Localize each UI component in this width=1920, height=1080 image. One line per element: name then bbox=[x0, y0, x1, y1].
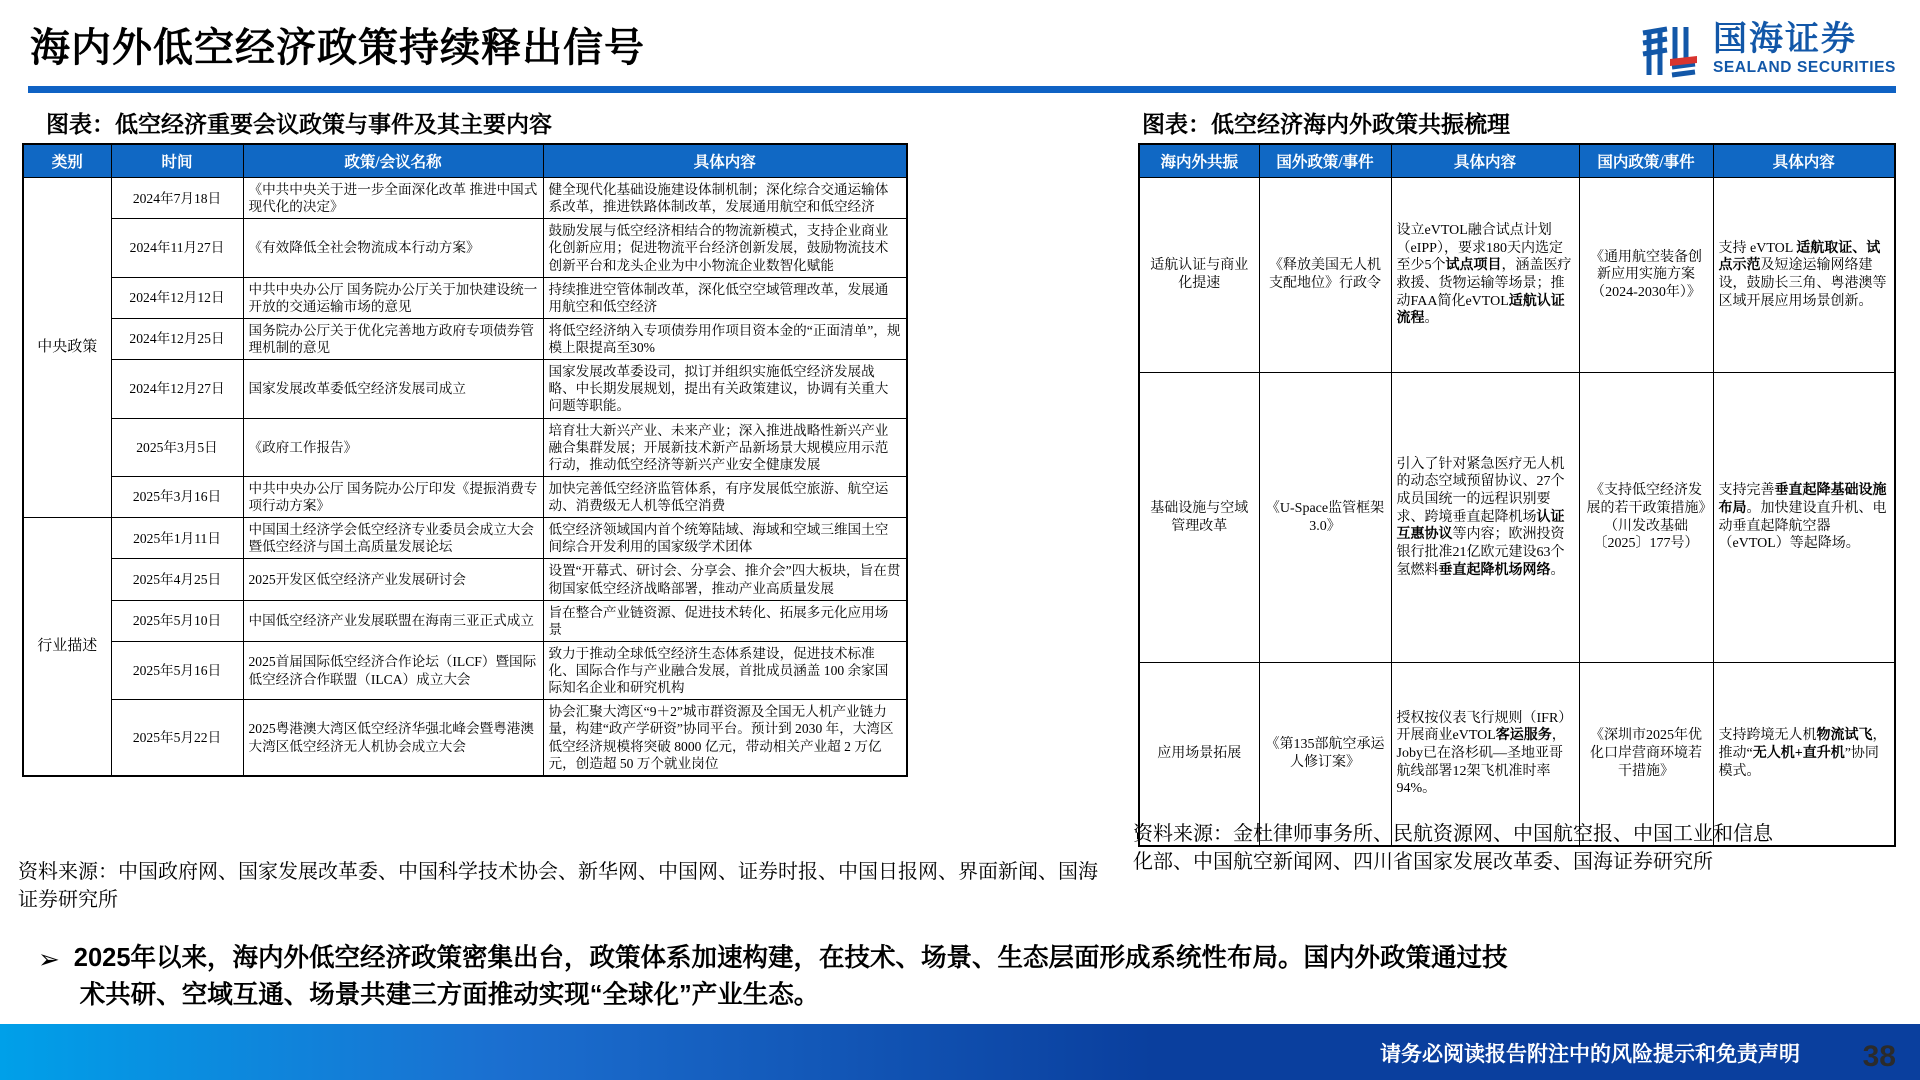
row-date: 2025年5月10日 bbox=[111, 600, 243, 641]
slide-footer bbox=[0, 1024, 1920, 1080]
row-detail: 低空经济领域国内首个统筹陆域、海域和空域三维国土空间综合开发利用的国家级学术团体 bbox=[543, 518, 907, 559]
domestic-foreign-resonance-table bbox=[1138, 143, 1896, 847]
foreign-policy-name: 《第135部航空承运人修订案》 bbox=[1259, 663, 1391, 846]
table-row bbox=[23, 360, 907, 418]
row-policy-name: 《中共中央关于进一步全面深化改革 推进中国式现代化的决定》 bbox=[243, 178, 543, 219]
table-row bbox=[23, 318, 907, 359]
row-policy-name: 国家发展改革委低空经济发展司成立 bbox=[243, 360, 543, 418]
row-date: 2025年4月25日 bbox=[111, 559, 243, 600]
table-row bbox=[1139, 663, 1895, 846]
row-date: 2025年5月16日 bbox=[111, 641, 243, 699]
foreign-policy-name: 《释放美国无人机支配地位》行政令 bbox=[1259, 178, 1391, 373]
logo-text-english: SEALAND SECURITIES bbox=[1712, 59, 1896, 76]
col-header-policy-name: 政策/会议名称 bbox=[243, 144, 543, 178]
row-date: 2025年3月5日 bbox=[111, 418, 243, 476]
row-detail: 旨在整合产业链资源、促进技术转化、拓展多元化应用场景 bbox=[543, 600, 907, 641]
row-detail: 协会汇聚大湾区“9＋2”城市群资源及全国无人机产业链力量，构建“政产学研资”协同平台。预计到 2030 年，大湾区低空经济规模将突破 8000 亿元，带动相关产业超 2 万亿元，创造超 50 万个就业岗位 bbox=[543, 700, 907, 776]
row-policy-name: 中国国土经济学会低空经济专业委员会成立大会暨低空经济与国土高质量发展论坛 bbox=[243, 518, 543, 559]
row-policy-name: 2025首届国际低空经济合作论坛（ILCF）暨国际低空经济合作联盟（ILCA）成立大会 bbox=[243, 641, 543, 699]
table-row bbox=[23, 277, 907, 318]
col-header-date: 时间 bbox=[111, 144, 243, 178]
col-header-resonance: 海内外共振 bbox=[1139, 144, 1259, 178]
page-title: 海内外低空经济政策持续释出信号 bbox=[30, 26, 645, 70]
summary-bullet bbox=[38, 940, 1868, 1013]
domestic-policy-detail: 支持完善垂直起降基础设施布局。加快建设直升机、电动垂直起降航空器（eVTOL）等起降场。 bbox=[1713, 373, 1895, 663]
row-date: 2024年12月25日 bbox=[111, 318, 243, 359]
right-table-source: 资料来源：金杜律师事务所、民航资源网、中国航空报、中国工业和信息化部、中国航空新闻网、四川省国家发展改革委、国海证券研究所 bbox=[1133, 823, 1773, 874]
left-table-source: 资料来源：中国政府网、国家发展改革委、中国科学技术协会、新华网、中国网、证券时报、中国日报网、界面新闻、国海证券研究所 bbox=[18, 861, 1098, 912]
domestic-policy-detail: 支持 eVTOL 适航取证、试点示范及短途运输网络建设，鼓励长三角、粤港澳等区域开展应用场景创新。 bbox=[1713, 178, 1895, 373]
domestic-policy-name: 《通用航空装备创新应用实施方案（2024-2030年）》 bbox=[1579, 178, 1713, 373]
page-number: 38 bbox=[1862, 1040, 1896, 1073]
sealand-logo-mark bbox=[1639, 23, 1701, 79]
table-row bbox=[23, 559, 907, 600]
foreign-policy-detail: 引入了针对紧急医疗无人机的动态空域预留协议、27个成员国统一的远程识别要求、跨境垂直起降机场认证互惠协议等内容；欧洲投资银行批准21亿欧元建设63个氢燃料垂直起降机场网络。 bbox=[1391, 373, 1579, 663]
col-header-foreign-detail: 具体内容 bbox=[1391, 144, 1579, 178]
table-row bbox=[23, 178, 907, 219]
row-detail: 将低空经济纳入专项债券用作项目资本金的“正面清单”，规模上限提高至30% bbox=[543, 318, 907, 359]
resonance-theme: 应用场景拓展 bbox=[1139, 663, 1259, 846]
logo-text-chinese: 国海证券 bbox=[1712, 20, 1857, 58]
domestic-policy-name: 《支持低空经济发展的若干政策措施》（川发改基础〔2025〕177号） bbox=[1579, 373, 1713, 663]
row-detail: 致力于推动全球低空经济生态体系建设，促进技术标准化、国际合作与产业融合发展，首批成员涵盖 100 余家国际知名企业和研究机构 bbox=[543, 641, 907, 699]
row-policy-name: 中共中央办公厅 国务院办公厅关于加快建设统一开放的交通运输市场的意见 bbox=[243, 277, 543, 318]
table-row bbox=[23, 476, 907, 517]
table-row bbox=[23, 641, 907, 699]
row-detail: 国家发展改革委设司，拟订并组织实施低空经济发展战略、中长期发展规划，提出有关政策建议，协调有关重大问题等职能。 bbox=[543, 360, 907, 418]
row-date: 2025年1月11日 bbox=[111, 518, 243, 559]
row-policy-name: 2025粤港澳大湾区低空经济华强北峰会暨粤港澳大湾区低空经济无人机协会成立大会 bbox=[243, 700, 543, 776]
table-row bbox=[1139, 373, 1895, 663]
header-divider bbox=[28, 86, 1896, 93]
row-policy-name: 国务院办公厅关于优化完善地方政府专项债券管理机制的意见 bbox=[243, 318, 543, 359]
row-policy-name: 《有效降低全社会物流成本行动方案》 bbox=[243, 219, 543, 277]
col-header-foreign-policy: 国外政策/事件 bbox=[1259, 144, 1391, 178]
row-date: 2024年12月12日 bbox=[111, 277, 243, 318]
table-row bbox=[23, 600, 907, 641]
foreign-policy-detail: 授权按仪表飞行规则（IFR）开展商业eVTOL客运服务，Joby已在洛杉矶—圣地亚哥航线部署12架飞机准时率94%。 bbox=[1391, 663, 1579, 846]
resonance-theme: 基础设施与空域管理改革 bbox=[1139, 373, 1259, 663]
table-header-row bbox=[1139, 144, 1895, 178]
row-date: 2025年5月22日 bbox=[111, 700, 243, 776]
row-policy-name: 《政府工作报告》 bbox=[243, 418, 543, 476]
domestic-policy-detail: 支持跨境无人机物流试飞，推动“无人机+直升机”协同模式。 bbox=[1713, 663, 1895, 846]
resonance-theme: 适航认证与商业化提速 bbox=[1139, 178, 1259, 373]
table-row bbox=[23, 219, 907, 277]
col-header-detail: 具体内容 bbox=[543, 144, 907, 178]
row-policy-name: 2025开发区低空经济产业发展研讨会 bbox=[243, 559, 543, 600]
table-row bbox=[23, 518, 907, 559]
row-policy-name: 中国低空经济产业发展联盟在海南三亚正式成立 bbox=[243, 600, 543, 641]
row-date: 2024年7月18日 bbox=[111, 178, 243, 219]
bullet-arrow-icon: ➢ bbox=[38, 944, 60, 974]
table-header-row bbox=[23, 144, 907, 178]
policy-events-table bbox=[22, 143, 908, 777]
row-detail: 培育壮大新兴产业、未来产业；深入推进战略性新兴产业融合集群发展；开展新技术新产品新场景大规模应用示范行动，推动低空经济等新兴产业安全健康发展 bbox=[543, 418, 907, 476]
right-table-caption: 图表：低空经济海内外政策共振梳理 bbox=[1142, 111, 1510, 137]
col-header-domestic-detail: 具体内容 bbox=[1713, 144, 1895, 178]
foreign-policy-detail: 设立eVTOL融合试点计划（eIPP），要求180天内选定至少5个试点项目，涵盖医疗救援、货物运输等场景；推动FAA简化eVTOL适航认证流程。 bbox=[1391, 178, 1579, 373]
col-header-category: 类别 bbox=[23, 144, 111, 178]
table-row bbox=[23, 418, 907, 476]
row-date: 2024年12月27日 bbox=[111, 360, 243, 418]
summary-line-2: 术共研、空域互通、场景共建三方面推动实现“全球化”产业生态。 bbox=[79, 980, 820, 1009]
table-row bbox=[23, 700, 907, 776]
row-date: 2024年11月27日 bbox=[111, 219, 243, 277]
row-detail: 持续推进空管体制改革，深化低空空域管理改革，发展通用航空和低空经济 bbox=[543, 277, 907, 318]
foreign-policy-name: 《U-Space监管框架3.0》 bbox=[1259, 373, 1391, 663]
category-central-policy: 中央政策 bbox=[23, 178, 111, 518]
domestic-policy-name: 《深圳市2025年优化口岸营商环境若干措施》 bbox=[1579, 663, 1713, 846]
row-date: 2025年3月16日 bbox=[111, 476, 243, 517]
row-detail: 健全现代化基础设施建设体制机制；深化综合交通运输体系改革，推进铁路体制改革，发展通用航空和低空经济 bbox=[543, 178, 907, 219]
row-detail: 鼓励发展与低空经济相结合的物流新模式，支持企业商业化创新应用；促进物流平台经济创新发展，鼓励物流技术创新平台和龙头企业为中小物流企业数智化赋能 bbox=[543, 219, 907, 277]
col-header-domestic-policy: 国内政策/事件 bbox=[1579, 144, 1713, 178]
left-table-caption: 图表：低空经济重要会议政策与事件及其主要内容 bbox=[46, 111, 552, 137]
summary-text bbox=[74, 940, 1508, 1013]
disclaimer-text: 请务必阅读报告附注中的风险提示和免责声明 bbox=[1380, 1043, 1800, 1066]
summary-line-1: 2025年以来，海内外低空经济政策密集出台，政策体系加速构建，在技术、场景、生态层面形成系统性布局。国内外政策通过技 bbox=[73, 944, 1508, 972]
row-policy-name: 中共中央办公厅 国务院办公厅印发《提振消费专项行动方案》 bbox=[243, 476, 543, 517]
row-detail: 设置“开幕式、研讨会、分享会、推介会”四大板块，旨在贯彻国家低空经济战略部署，推动产业高质量发展 bbox=[543, 559, 907, 600]
company-logo bbox=[1639, 22, 1896, 79]
category-industry-description: 行业描述 bbox=[23, 518, 111, 776]
slide-header bbox=[0, 0, 1920, 96]
row-detail: 加快完善低空经济监管体系，有序发展低空旅游、航空运动、消费级无人机等低空消费 bbox=[543, 476, 907, 517]
table-row bbox=[1139, 178, 1895, 373]
